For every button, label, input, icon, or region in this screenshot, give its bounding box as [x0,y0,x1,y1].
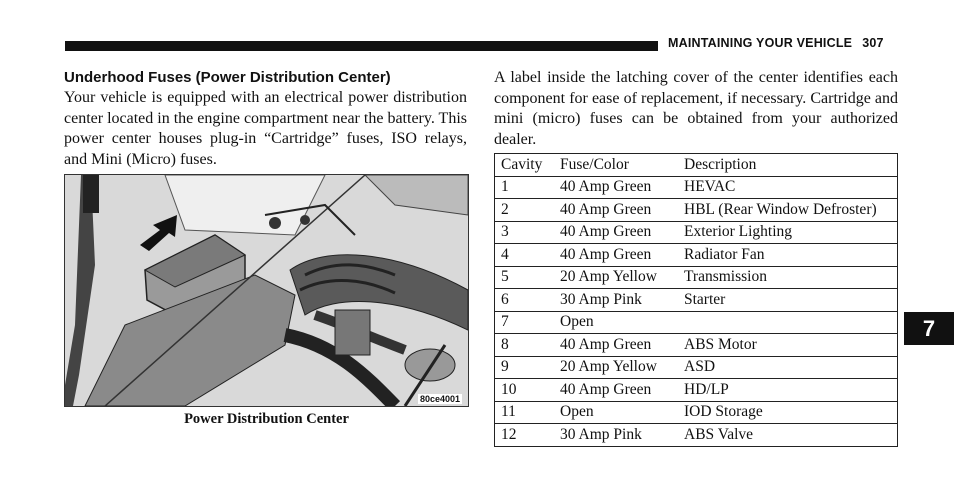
header-rule [65,41,658,51]
cell-fuse-color: 40 Amp Green [554,379,678,402]
cell-fuse-color: 30 Amp Pink [554,289,678,312]
cell-cavity: 2 [495,199,555,222]
cell-fuse-color: 40 Amp Green [554,334,678,357]
cell-cavity: 1 [495,176,555,199]
cell-description: IOD Storage [678,401,898,424]
table-row [495,424,898,447]
cell-cavity: 3 [495,221,555,244]
section-heading: Underhood Fuses (Power Distribution Center) [64,69,391,86]
cell-fuse-color: 20 Amp Yellow [554,356,678,379]
cell-cavity: 8 [495,334,555,357]
cell-fuse-color: 30 Amp Pink [554,424,678,447]
table-row [495,289,898,312]
label-paragraph: A label inside the latching cover of the center identifies each component for ease of replacement, if necessary. Cartridge and mini (micro) fuses can be obtained from your authorized dealer. [494,69,898,148]
intro-paragraph: Your vehicle is equipped with an electrical power distribution center located in the engine compartment near the battery. This power center houses plug-in “Cartridge” fuses, ISO relays, and Mini (Micro) fuses. [64,89,467,168]
table-row [495,334,898,357]
cell-fuse-color: Open [554,311,678,334]
cell-description: Starter [678,289,898,312]
cell-description: ABS Motor [678,334,898,357]
header-description: Description [678,154,898,177]
table-row [495,244,898,267]
cell-description: ABS Valve [678,424,898,447]
header-fuse-color: Fuse/Color [554,154,678,177]
section-title: MAINTAINING YOUR VEHICLE [668,36,853,50]
table-row [495,199,898,222]
cell-description: ASD [678,356,898,379]
right-column [494,68,898,150]
cell-description: Transmission [678,266,898,289]
cell-fuse-color: 40 Amp Green [554,244,678,267]
chapter-tab: 7 [904,312,954,345]
table-row [495,356,898,379]
table-row [495,266,898,289]
left-column [64,68,467,170]
cell-description: HEVAC [678,176,898,199]
header-cavity: Cavity [495,154,555,177]
table-row [495,221,898,244]
cell-cavity: 9 [495,356,555,379]
engine-illustration [65,175,468,406]
table-row [495,401,898,424]
page-number: 307 [862,36,884,50]
cell-cavity: 11 [495,401,555,424]
cell-cavity: 12 [495,424,555,447]
running-header [668,36,884,50]
cell-cavity: 4 [495,244,555,267]
table-header-row [495,154,898,177]
cell-description [678,311,898,334]
cell-description: Exterior Lighting [678,221,898,244]
engine-compartment-figure [64,174,469,407]
cell-fuse-color: Open [554,401,678,424]
figure-code: 80ce4001 [419,394,460,404]
cell-description: Radiator Fan [678,244,898,267]
table-row [495,379,898,402]
cell-fuse-color: 40 Amp Green [554,176,678,199]
cell-cavity: 10 [495,379,555,402]
fuse-table [494,153,898,447]
cell-fuse-color: 20 Amp Yellow [554,266,678,289]
figure-caption: Power Distribution Center [184,411,349,427]
cell-cavity: 5 [495,266,555,289]
cell-cavity: 7 [495,311,555,334]
cell-cavity: 6 [495,289,555,312]
cell-description: HD/LP [678,379,898,402]
table-row [495,176,898,199]
cell-fuse-color: 40 Amp Green [554,221,678,244]
cell-description: HBL (Rear Window Defroster) [678,199,898,222]
cell-fuse-color: 40 Amp Green [554,199,678,222]
table-row [495,311,898,334]
